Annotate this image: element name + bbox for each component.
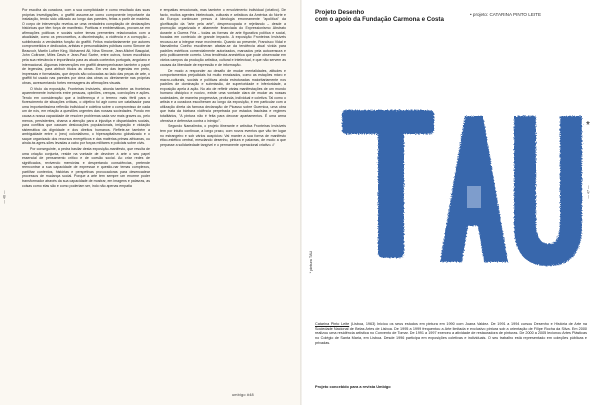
article-column-2 — [160, 8, 286, 149]
tau-letter-a-counter — [467, 186, 481, 208]
right-page-number: — 47 — — [586, 185, 591, 199]
tau-painting — [302, 0, 600, 320]
project-credit: • projeto: CATARINA PINTO LEITE — [470, 12, 542, 17]
tau-letter-u — [514, 116, 582, 266]
paragraph: Por conseguinte, a pedra basilar desta exposição-manifesto, que resulta de uma criação conjunta, reside na vontade de devolver à arte o seu papel essencial de pensamento crítico e de coesão social. Ao criar redes de significados, revivendo memórias e despertando consciências, pretende reencontrar a sua capacidade de expressar e questio-nar temas complexos, partilhar contextos, histórias e perspetivas provocadoras para desencadear processos de mudança social. Porque a arte tem sempre um enorme poder transformador através da sua capacidade de mostrar, em imagens e palavras, as coisas como elas são e como poderiam ser, indo não apenas empatia — [22, 147, 150, 188]
artwork-asterisk: * — [586, 120, 590, 131]
tau-letter-t-stem — [378, 120, 404, 258]
paragraph: De modo a responder ao desafio de mudar mentalidades, atitudes e comportamentos prejudiciais há muito enraizados, como as estações micro e macro-culturais, sociais e políticas ainda estruturadas maioritariamente nos padrões de dominação e submissão, de superioridade e inferioridade, a exposição apela à ação. No ato de refletir várias manifestações de um mundo humano distópico e nocivo, existe uma vontade clara de mudar as nossas sociedades, de maneira progressiva, profunda, individual e coletiva. Tal como o artista e a curadora escolheram ao longo da exposição, é em particular com a utilização direta da famosa declaração de Picasso sobre Guernica, uma obra que trata da bárbara violência perpetrada por estados fascistas e regimes totalitários, "A pintura não é feita para decorar apartamentos. É uma arma ofensiva e defensiva contra o inimigo". — [160, 68, 286, 123]
paragraph: Segundo Namalimba, o projeto itinerante e artística Fronteiras Invisíveis tem por intuito continuar, a longo prazo, com novos eventos que vão ter lugar no estrangeiro e sob vários auspícios: Vai manter a sua forma de manifesto ético-estético central, mesclando desenho, pintura e palavras, de modo a que perpasse a solidariedade tangível e o permanente operacional criativo. // — [160, 124, 286, 147]
paragraph: O título da exposição, Fronteiras Invisíveis, aborda também as fronteiras aparentemente invisíveis entre pessoas, opiniões, crenças, convicções e ações. Tendo em consideração que a indiferença é o terreno mais fértil para o florescimento de situações críticas, o objetivo foi agir como um catalisador para uma importantíssima reflexão individual e coletiva sobre o compromisso de cada um de nós, em relação a questões urgentes das nossas sociedades. Pondo em causa a nossa capacidade de resolver problemas cada vez mais graves ou, pelo menos, persistentes, chama a atenção para a injustiça e disparidades sociais, para conflitos que causam deslocações populacionais, imigração e violação sistemática da dignidade e dos direitos humanos. Reflete-se também a ambiguidade entre o (neo) colonialismo, o hipercapitalismo globalizado e o saque organizado dos recursos energéticos e das matérias-primas africanas, ou ainda às agres-sões levadas a cabo por forças militares e policiais sobre civis. — [22, 86, 150, 146]
folio: umbigo #48 — [232, 393, 254, 397]
left-page-number: — 46 — — [2, 190, 7, 204]
article-column-1 — [22, 8, 150, 190]
artwork-caption: * pintura TAU — [309, 250, 314, 274]
artist-name: Catarina Pinto Leite — [315, 322, 350, 326]
project-footer-note: Projeto concebido para a revista Umbigo — [315, 384, 391, 389]
feature-title-line1: Projeto Desenho — [315, 9, 365, 16]
paragraph: e empatias emocionais, mas também o envolvimento individual (criativo). De facto, muitos agentes intelectuais, culturais e artísticos da América do Norte e da Europa continuam presos à ideologia erroneamente "apolítica" da glorificação da "arte pela arte", despreocupada e rejeitando – desde a promoção organizada e altamente financiada do Expressionismo Abstrato durante a Guerra Fria – todas as formas de arte figurativa política e social, focadas em conteúdo de grande impacto. A exposição Fronteiras Invisíveis recusou-se a integrar esse movimento. Quanto ao presente, Francisco Vidal e Namalimba Coelho escolheram afastar-se da tendência atual vivida para padrões estéticos comercialmente autorizados, marcados pela autocensura e pelo politicamente correto. Uma tendência anestética que pode observadar em vários campos da produção artística, cultural e intelectual, e que não servem as causas da liberdade de expressão e de informação. — [160, 8, 286, 67]
feature-title-line2: com o apoio da Fundação Carmona e Costa — [315, 16, 444, 24]
paragraph: Por escolha da curadora, com a sua cumplicidade e como resultado das suas próprias investigações, o graffiti assume-se como componente importante da instalação, tendo sido utilizado ao longo das paredes, feitas a partir de madeira. O corpo de intervenção revelou-se uma verdadeira compilação de declarações históricas que têm força de manifesto. Poéticas e emblemáticas, provam-se em afirmações políticas e sociais sobre temas prementes relacionados com a atualidade, como os preconceitos, a discriminação, a violência e a corrupção – sublinhando a verdadeira função do graffiti. Feitos maioritariamente por autores comprometidos e dedicados, artistas e personalidades públicas como Simone de Beauvoir, Martin Luther King, Mohamed Ali, Nina Simone, Jean-Michel Basquiat, John Coltrane, Miles Davis e Jean-Paul Sartre, entre outros, foram escolhidos pela sua relevância e importância para as atuais contextos portugais, angolano e internacional. Algumas intervenções em graffiti desempenharam também o papel de legendas, para atribuir títulos às obras. Em vez das legendas em preto, impressas e formatadas, que depois são colocadas ao lado das peças de arte, o graffiti foi usado nas paredes por cima das obras ou diretamente nas próprias obras, acrescentando fortes mensagens às afirmações visuais. — [22, 8, 150, 85]
artist-bio-text: (Lisboa, 1963) Iniciou os seus estudos em pintura em 1990 com Joana Valdez. De 1991 a 1994 cursou Desenho e História de Arte na Sociedade Nacional de Belas Artes de Lisboa. De 1995 a 1999 frequentou a Arte limitada e exclusivo pintura sob a orientação de Filipe Rocha da Silva. Em 2000 realizou uma residência artística no Convento de Tomar. De 1991 a 1997 exerceu a atividade de restauradora de pinturas. De 2000 a 2005 lecionou Artes Plásticas no Colégio de Santa Maria, em Lisboa. Desde 1996 participa em exposições coletivas e individuais. O seu trabalho está representado em coleções públicas e privadas. — [315, 322, 588, 345]
artist-bio — [315, 322, 587, 346]
